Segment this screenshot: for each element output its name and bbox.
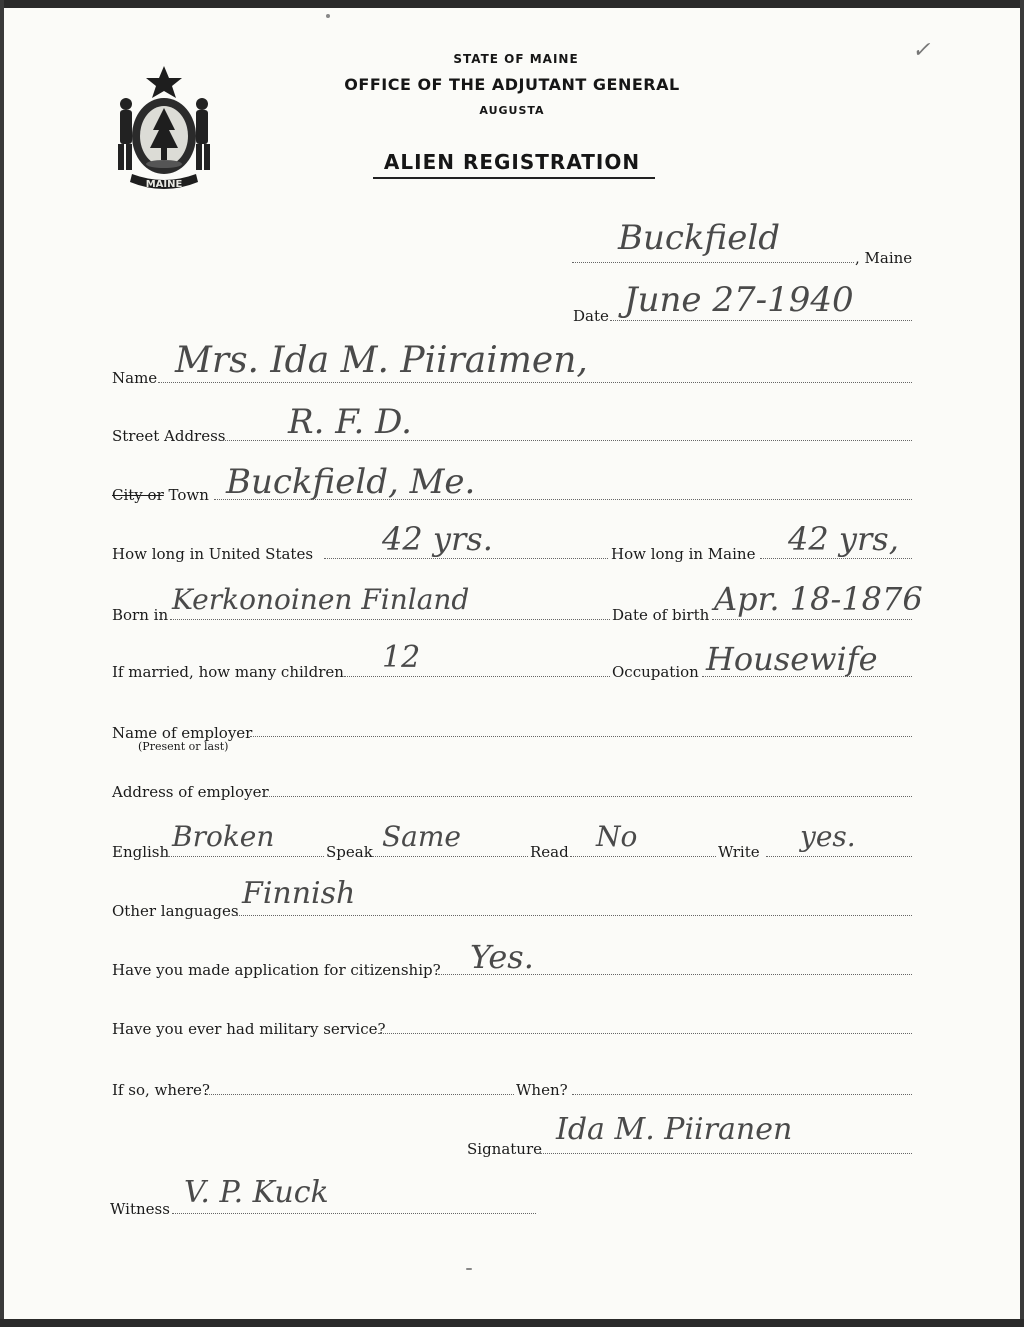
read-label: Read <box>530 843 569 861</box>
english-value: Broken <box>172 820 275 853</box>
date-value: June 27-1940 <box>624 280 854 320</box>
speak-line <box>372 856 528 857</box>
check-mark: ✓ <box>912 38 931 63</box>
name-value: Mrs. Ida M. Piiraimen, <box>175 340 588 381</box>
us-label: How long in United States <box>112 545 314 563</box>
born-label: Born in <box>112 606 169 624</box>
employer-address-label: Address of employer <box>112 783 269 801</box>
english-label: English <box>112 843 170 861</box>
city-struck-label: City or <box>112 486 164 504</box>
town-label-text: Town <box>168 486 209 504</box>
place-line <box>572 262 854 263</box>
scan-speck <box>466 1268 472 1270</box>
signature-value: Ida M. Piiranen <box>556 1112 793 1147</box>
scan-border-left <box>0 0 4 1327</box>
children-label: If married, how many children <box>112 663 344 681</box>
street-value: R. F. D. <box>288 402 412 442</box>
speak-value: Same <box>382 820 461 853</box>
speak-label: Speak <box>326 843 373 861</box>
born-value: Kerkonoinen Finland <box>172 583 470 616</box>
scan-border-top <box>0 0 1024 8</box>
signature-label: Signature <box>467 1140 543 1158</box>
name-label: Name <box>112 369 158 387</box>
place-suffix: , Maine <box>855 249 913 267</box>
english-line <box>164 856 324 857</box>
write-line <box>766 856 912 857</box>
read-line <box>570 856 716 857</box>
where-line <box>206 1094 514 1095</box>
military-line <box>378 1033 912 1034</box>
svg-text:MAINE: MAINE <box>145 179 183 190</box>
date-label: Date <box>573 307 609 325</box>
dob-value: Apr. 18-1876 <box>714 580 923 618</box>
citizenship-value: Yes. <box>470 938 534 976</box>
date-line <box>610 320 912 321</box>
header-city: AUGUSTA <box>479 104 545 117</box>
citizenship-label: Have you made application for citizenship? <box>112 961 441 979</box>
maine-label: How long in Maine <box>611 545 756 563</box>
other-languages-value: Finnish <box>242 876 356 911</box>
scan-border-right <box>1020 0 1024 1327</box>
form-title: ALIEN REGISTRATION <box>383 150 641 174</box>
military-label: Have you ever had military service? <box>112 1020 386 1038</box>
header-office: OFFICE OF THE ADJUTANT GENERAL <box>344 75 680 94</box>
employer-address-line <box>266 796 912 797</box>
place-value: Buckfield <box>618 218 780 258</box>
witness-label: Witness <box>110 1200 170 1218</box>
dob-label: Date of birth <box>612 606 710 624</box>
employer-sublabel: (Present or last) <box>138 740 229 753</box>
employer-line <box>250 736 912 737</box>
maine-line <box>760 558 912 559</box>
employer-label: Name of employer <box>112 724 253 742</box>
other-languages-line <box>234 915 912 916</box>
write-label: Write <box>718 843 760 861</box>
witness-line <box>172 1213 536 1214</box>
town-value: Buckfield, Me. <box>226 462 476 502</box>
witness-value: V. P. Kuck <box>184 1175 329 1210</box>
name-line <box>158 382 912 383</box>
us-line <box>324 558 608 559</box>
maine-value: 42 yrs, <box>788 520 899 558</box>
scan-border-bottom <box>0 1319 1024 1327</box>
town-label <box>112 486 209 504</box>
read-value: No <box>596 820 638 853</box>
scan-speck <box>326 14 330 18</box>
children-value: 12 <box>382 640 421 675</box>
other-languages-label: Other languages <box>112 902 239 920</box>
write-value: yes. <box>800 820 856 853</box>
dob-line <box>712 619 912 620</box>
occupation-value: Housewife <box>706 640 878 678</box>
occupation-label: Occupation <box>612 663 699 681</box>
born-line <box>170 619 610 620</box>
children-line <box>344 676 610 677</box>
us-value: 42 yrs. <box>382 520 493 558</box>
where-label: If so, where? <box>112 1081 210 1099</box>
title-underline <box>373 177 655 179</box>
when-line <box>572 1094 912 1095</box>
street-label: Street Address <box>112 427 226 445</box>
header-state: STATE OF MAINE <box>453 52 579 66</box>
signature-line <box>540 1153 912 1154</box>
when-label: When? <box>516 1081 568 1099</box>
